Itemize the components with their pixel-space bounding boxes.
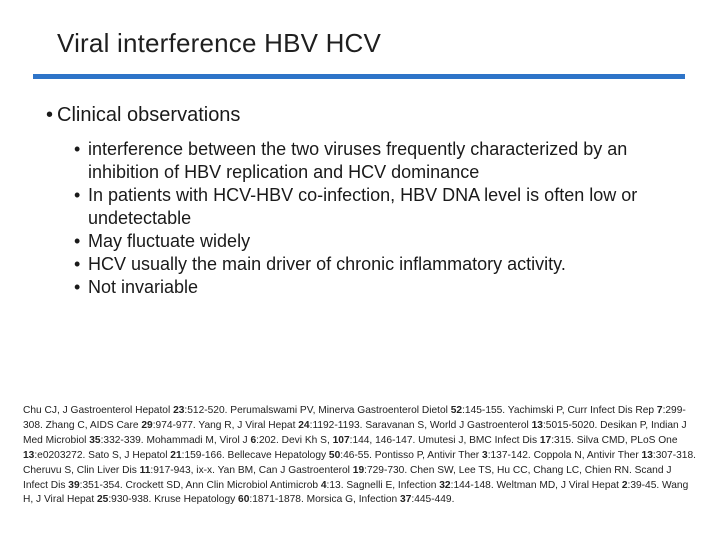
reference-entry (144, 435, 279, 446)
reference-pages: :332-339. (100, 434, 144, 446)
reference-volume: 4 (320, 479, 327, 491)
reference-entry (362, 420, 597, 431)
reference-volume: 13 (531, 419, 543, 431)
reference-volume: 2 (621, 479, 628, 491)
reference-volume: 37 (400, 494, 412, 506)
reference-citation: Kruse Hepatology (151, 494, 239, 506)
reference-volume: 25 (96, 494, 109, 506)
reference-pages: :917-943, ix-x. (150, 464, 215, 476)
reference-citation: Pontisso P, Antivir Ther (371, 449, 483, 461)
bullet-dot: • (46, 104, 54, 126)
reference-citation: Yang R, J Viral Hepat (195, 419, 299, 431)
slide-title: Viral interference HBV HCV (57, 28, 382, 58)
reference-pages: :351-354. (79, 479, 123, 491)
reference-pages: :299-308. (23, 405, 686, 431)
reference-citation: Bellecave Hepatology (224, 449, 329, 461)
reference-volume: 13 (23, 449, 35, 461)
reference-entry (225, 450, 372, 461)
reference-pages: :13. (326, 479, 344, 491)
reference-citation: Zhang C, AIDS Care (42, 419, 142, 431)
reference-pages: :202. (256, 434, 279, 446)
reference-pages: :974-977. (152, 419, 196, 431)
reference-entry (415, 435, 574, 446)
reference-citation: Weltman MD, J Viral Hepat (493, 479, 622, 491)
reference-citation: Sagnelli E, Infection (343, 479, 440, 491)
reference-pages: :137-142. (487, 449, 531, 461)
sub-bullet: • In patients with HCV-HBV co-infection, HBV DNA level is often low or undetectable (74, 184, 684, 230)
reference-citation: Wang H, J Viral Hepat (23, 479, 689, 506)
reference-volume: 29 (141, 419, 153, 431)
reference-volume: 6 (250, 434, 257, 446)
sub-bullet-list (74, 138, 684, 299)
reference-citation: Chu CJ, J Gastroenterol Hepatol (23, 405, 174, 416)
sub-bullet: • interference between the two viruses frequently characterized by an inhibition of HBV replication and HCV dominance (74, 138, 684, 184)
reference-volume: 35 (89, 434, 101, 446)
reference-citation: Silva CMD, PLoS One (573, 434, 678, 446)
reference-entry (85, 450, 224, 461)
reference-citation: Devi Kh S, (278, 434, 333, 446)
reference-pages: :729-730. (364, 464, 408, 476)
reference-pages: :145-155. (462, 405, 506, 416)
reference-citation: Crockett SD, Ann Clin Microbiol Antimicrob (122, 479, 321, 491)
reference-citation: Desikan P, Indian J Med Microbiol (23, 419, 687, 446)
reference-entry (279, 435, 416, 446)
reference-pages: :144, 146-147. (349, 434, 416, 446)
reference-pages: :e0203272. (34, 449, 86, 461)
sub-bullet: • May fluctuate widely (74, 230, 684, 253)
reference-volume: 3 (482, 449, 488, 461)
sub-bullet: • Not invariable (74, 276, 684, 299)
reference-volume: 13 (641, 449, 653, 461)
reference-entry (494, 480, 660, 491)
reference-citation: Saravanan S, World J Gastroenterol (362, 419, 532, 431)
reference-volume: 19 (352, 464, 365, 476)
sub-bullet: • HCV usually the main driver of chronic inflammatory activity. (74, 253, 684, 276)
reference-pages: :930-938. (108, 494, 152, 506)
reference-entry (43, 420, 196, 431)
reference-volume: 32 (439, 479, 451, 491)
reference-entry (344, 480, 494, 491)
reference-pages: :159-166. (181, 449, 225, 461)
reference-entry (227, 405, 505, 416)
reference-volume: 50 (328, 449, 341, 461)
reference-entry (23, 405, 227, 416)
reference-pages: :307-318. (652, 449, 696, 461)
reference-volume: 23 (173, 405, 185, 416)
reference-pages: :1192-1193. (309, 419, 363, 431)
reference-citation: Perumalswami PV, Minerva Gastroenterol Dietol (227, 405, 451, 416)
reference-entry (196, 420, 363, 431)
reference-pages: :512-520. (184, 405, 228, 416)
reference-citation: Sato S, J Hepatol (85, 449, 171, 461)
reference-citation: Chen SW, Lee TS, Hu CC, Chang LC, Chien RN. Scand J Infect Dis (23, 464, 672, 491)
reference-pages: :144-148. (450, 479, 494, 491)
reference-pages: :39-45. (627, 479, 660, 491)
reference-entry (215, 465, 407, 476)
reference-pages: :1871-1878. (249, 494, 304, 506)
reference-citation: Coppola N, Antivir Ther (530, 449, 642, 461)
reference-entry (531, 450, 696, 461)
reference-citation: Cheruvu S, Clin Liver Dis (23, 464, 140, 476)
reference-citation: Yan BM, Can J Gastroenterol (214, 464, 353, 476)
reference-citation: Yachimski P, Curr Infect Dis Rep (505, 405, 657, 416)
reference-pages: :445-449. (411, 494, 455, 506)
reference-volume: 21 (170, 449, 182, 461)
reference-entry (123, 480, 344, 491)
reference-pages: :315. (551, 434, 574, 446)
reference-pages: :5015-5020. (542, 419, 598, 431)
reference-entry (372, 450, 531, 461)
reference-pages: :46-55. (340, 449, 372, 461)
reference-volume: 24 (298, 419, 310, 431)
reference-entry (151, 494, 303, 505)
reference-volume: 7 (656, 405, 663, 416)
reference-volume: 60 (238, 494, 250, 506)
main-bullet-text: Clinical observations (57, 104, 241, 126)
reference-volume: 39 (68, 479, 80, 491)
main-bullet (46, 104, 240, 127)
reference-citation: Umutesi J, BMC Infect Dis (415, 434, 540, 446)
reference-entry (23, 465, 215, 476)
references-block (23, 404, 699, 508)
reference-entry (304, 494, 455, 505)
reference-volume: 17 (539, 434, 552, 446)
reference-volume: 52 (450, 405, 463, 416)
reference-citation: Morsica G, Infection (303, 494, 401, 506)
reference-citation: Mohammadi M, Virol J (143, 434, 251, 446)
reference-volume: 107 (332, 434, 350, 446)
reference-volume: 11 (139, 464, 151, 476)
